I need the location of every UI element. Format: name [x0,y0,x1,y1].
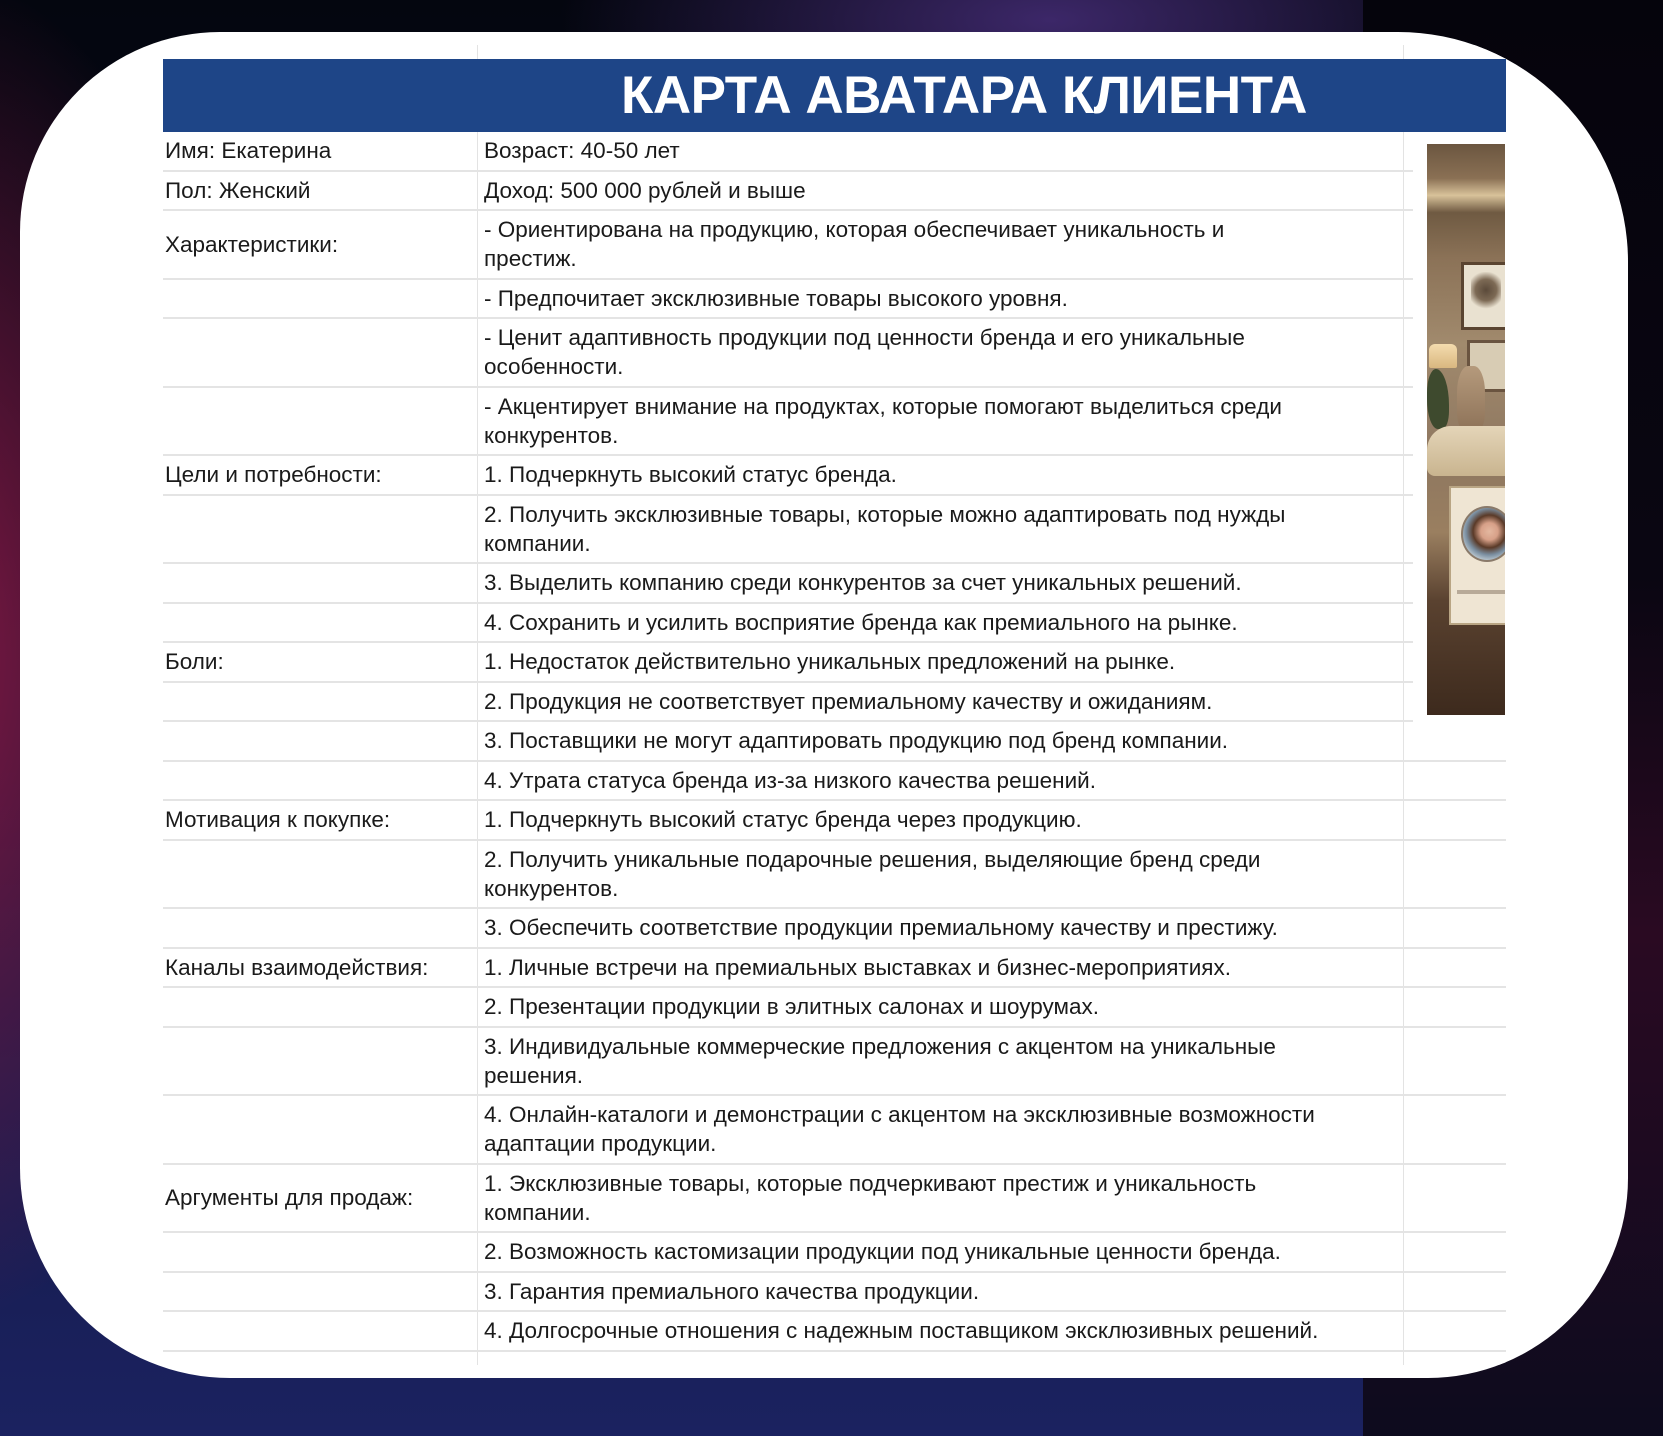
row-value [484,683,1414,721]
row-label-text: Боли: [165,649,224,675]
row-value-text: особенности. [484,354,624,380]
row-value-text: - Ценит адаптивность продукции под ценности бренда и его уникальные [484,325,1245,351]
row-value-text: - Акцентирует внимание на продуктах, которые помогают выделиться среди [484,393,1282,419]
row-label [165,319,473,386]
row-value-text: 2. Возможность кастомизации продукции под уникальные ценности бренда. [484,1239,1281,1265]
row-label [165,211,473,278]
table-row [163,988,1506,1028]
table-row [163,564,1413,604]
table-row [163,722,1506,762]
row-value-lines [484,392,1282,450]
row-value-text: 4. Онлайн-каталоги и демонстрации с акцентом на эксклюзивные возможности [484,1102,1315,1128]
row-value-text: конкурентов. [484,422,619,448]
row-value-text: 3. Поставщики не могут адаптировать продукцию под бренд компании. [484,728,1229,754]
row-label [165,643,473,681]
table-row [163,643,1413,683]
row-label [165,1312,473,1350]
row-value-lines [484,1316,1318,1345]
plant-icon [1427,369,1449,429]
row-label [165,722,473,760]
row-value-lines [484,687,1212,716]
row-value-text: 3. Индивидуальные коммерческие предложения с акцентом на уникальные [484,1033,1276,1059]
row-value-text: 3. Гарантия премиального качества продукции. [484,1278,980,1304]
row-value-lines [484,176,806,205]
row-value-lines [484,805,1082,834]
table-row [163,496,1413,565]
row-value-lines [484,1032,1276,1090]
page-title: КАРТА АВАТАРА КЛИЕНТА [621,66,1307,125]
table-row [163,1028,1506,1097]
row-value-text: 2. Получить уникальные подарочные решения, выделяющие бренд среди [484,846,1261,872]
table-row [163,1165,1506,1234]
row-value-lines [484,1100,1315,1158]
row-value [484,172,1414,210]
row-value-lines [484,500,1285,558]
row-value [484,1233,1414,1271]
row-label-text: Имя: Екатерина [165,138,332,164]
row-value [484,762,1414,800]
table-row [163,841,1506,910]
row-label-text: Цели и потребности: [165,462,382,488]
row-label [165,988,473,1026]
row-value-lines [484,726,1228,755]
row-value-lines [484,460,897,489]
table-row [163,683,1413,723]
row-value-text: адаптации продукции. [484,1131,717,1157]
row-label [165,762,473,800]
table-row [163,319,1413,388]
row-label-text: Аргументы для продаж: [165,1185,414,1211]
row-value-lines [484,845,1260,903]
row-value-lines [484,284,1068,313]
row-value-lines [484,323,1245,381]
avatar-portrait-icon [1461,506,1505,562]
row-value-text: 1. Подчеркнуть высокий статус бренда. [484,462,897,488]
table-row [163,949,1506,989]
row-value-lines [484,766,1096,795]
table-row [163,801,1506,841]
row-value [484,1273,1414,1311]
row-value-text: - Ориентирована на продукцию, которая обеспечивает уникальность и [484,217,1225,243]
row-value [484,319,1414,386]
row-value-text: престиж. [484,246,577,272]
table-row [163,388,1413,457]
row-label [165,388,473,455]
table-row [163,280,1413,320]
row-label-text: Мотивация к покупке: [165,807,391,833]
row-label [165,1233,473,1271]
row-value-text: 3. Обеспечить соответствие продукции премиальному качеству и престижу. [484,915,1278,941]
lamp-icon [1429,344,1457,368]
row-value [484,841,1414,908]
row-value [484,643,1414,681]
spreadsheet [163,45,1506,1365]
row-label [165,172,473,210]
row-value [484,280,1414,318]
row-label [165,1096,473,1163]
table-row [163,172,1413,212]
row-value [484,1165,1414,1232]
row-value-text: 4. Долгосрочные отношения с надежным поставщиком эксклюзивных решений. [484,1318,1319,1344]
table-row [163,1273,1506,1313]
row-value-lines [484,953,1231,982]
row-value [484,456,1414,494]
row-value-text: 3. Выделить компанию среди конкурентов за счет уникальных решений. [484,570,1242,596]
row-label [165,456,473,494]
row-value-text: 1. Эксклюзивные товары, которые подчеркивают престиж и уникальность [484,1170,1257,1196]
row-label [165,841,473,908]
row-value-text: 2. Продукция не соответствует премиальному качеству и ожиданиям. [484,688,1213,714]
row-value [484,564,1414,602]
row-value [484,988,1414,1026]
row-value-text: 4. Сохранить и усилить восприятие бренда как премиального на рынке. [484,609,1238,635]
row-value-lines [484,913,1278,942]
avatar-image [1427,144,1505,715]
row-value-text: Доход: 500 000 рублей и выше [484,177,806,203]
row-value-lines [484,1169,1256,1227]
row-value-text: Возраст: 40-50 лет [484,138,680,164]
row-value [484,1312,1414,1350]
table-row [163,762,1506,802]
row-value-lines [484,1237,1281,1266]
table-row [163,456,1413,496]
table-row [163,1096,1506,1165]
row-value-lines [484,215,1224,273]
row-value-text: 1. Недостаток действительно уникальных предложений на рынке. [484,649,1176,675]
table-row [163,604,1413,644]
mannequin-icon [1457,366,1485,432]
table-row [163,211,1413,280]
row-value-lines [484,992,1099,1021]
row-value-text: 1. Подчеркнуть высокий статус бренда через продукцию. [484,807,1082,833]
row-value-text: конкурентов. [484,875,619,901]
row-value [484,496,1414,563]
sofa-icon [1427,426,1505,476]
row-label [165,1165,473,1232]
portrait-caption-line [1457,590,1505,594]
table-row [163,909,1506,949]
row-label-text: Каналы взаимодействия: [165,954,429,980]
row-label [165,132,473,170]
row-label [165,1273,473,1311]
row-value [484,388,1414,455]
row-value-text: 2. Получить эксклюзивные товары, которые можно адаптировать под нужды [484,501,1286,527]
row-value-text: компании. [484,530,591,556]
avatar-card [20,32,1628,1378]
row-value-lines [484,136,680,165]
row-value-text: компании. [484,1199,591,1225]
row-label [165,1028,473,1095]
row-value [484,132,1414,170]
row-label-text: Характеристики: [165,231,339,257]
row-value-lines [484,1277,979,1306]
row-label [165,604,473,642]
row-value-text: - Предпочитает эксклюзивные товары высокого уровня. [484,285,1068,311]
row-value [484,949,1414,987]
row-value [484,604,1414,642]
row-value-text: 4. Утрата статуса бренда из-за низкого качества решений. [484,767,1096,793]
title-banner [163,59,1506,132]
table-row [163,132,1413,172]
row-label [165,683,473,721]
row-label [165,564,473,602]
row-label [165,280,473,318]
row-value [484,801,1414,839]
row-value-lines [484,647,1175,676]
row-label [165,909,473,947]
row-value-text: 1. Личные встречи на премиальных выставках и бизнес-мероприятиях. [484,954,1231,980]
row-label [165,801,473,839]
row-value-lines [484,568,1242,597]
row-value [484,722,1414,760]
row-value [484,1028,1414,1095]
row-value [484,211,1414,278]
row-value-lines [484,608,1238,637]
row-value-text: решения. [484,1062,584,1088]
row-label-text: Пол: Женский [165,177,311,203]
row-value-text: 2. Презентации продукции в элитных салонах и шоурумах. [484,994,1100,1020]
row-label [165,496,473,563]
row-value [484,1096,1414,1163]
row-label [165,949,473,987]
table-row [163,1233,1506,1273]
table-row [163,1312,1506,1352]
crest-icon [1471,272,1501,312]
row-value [484,909,1414,947]
